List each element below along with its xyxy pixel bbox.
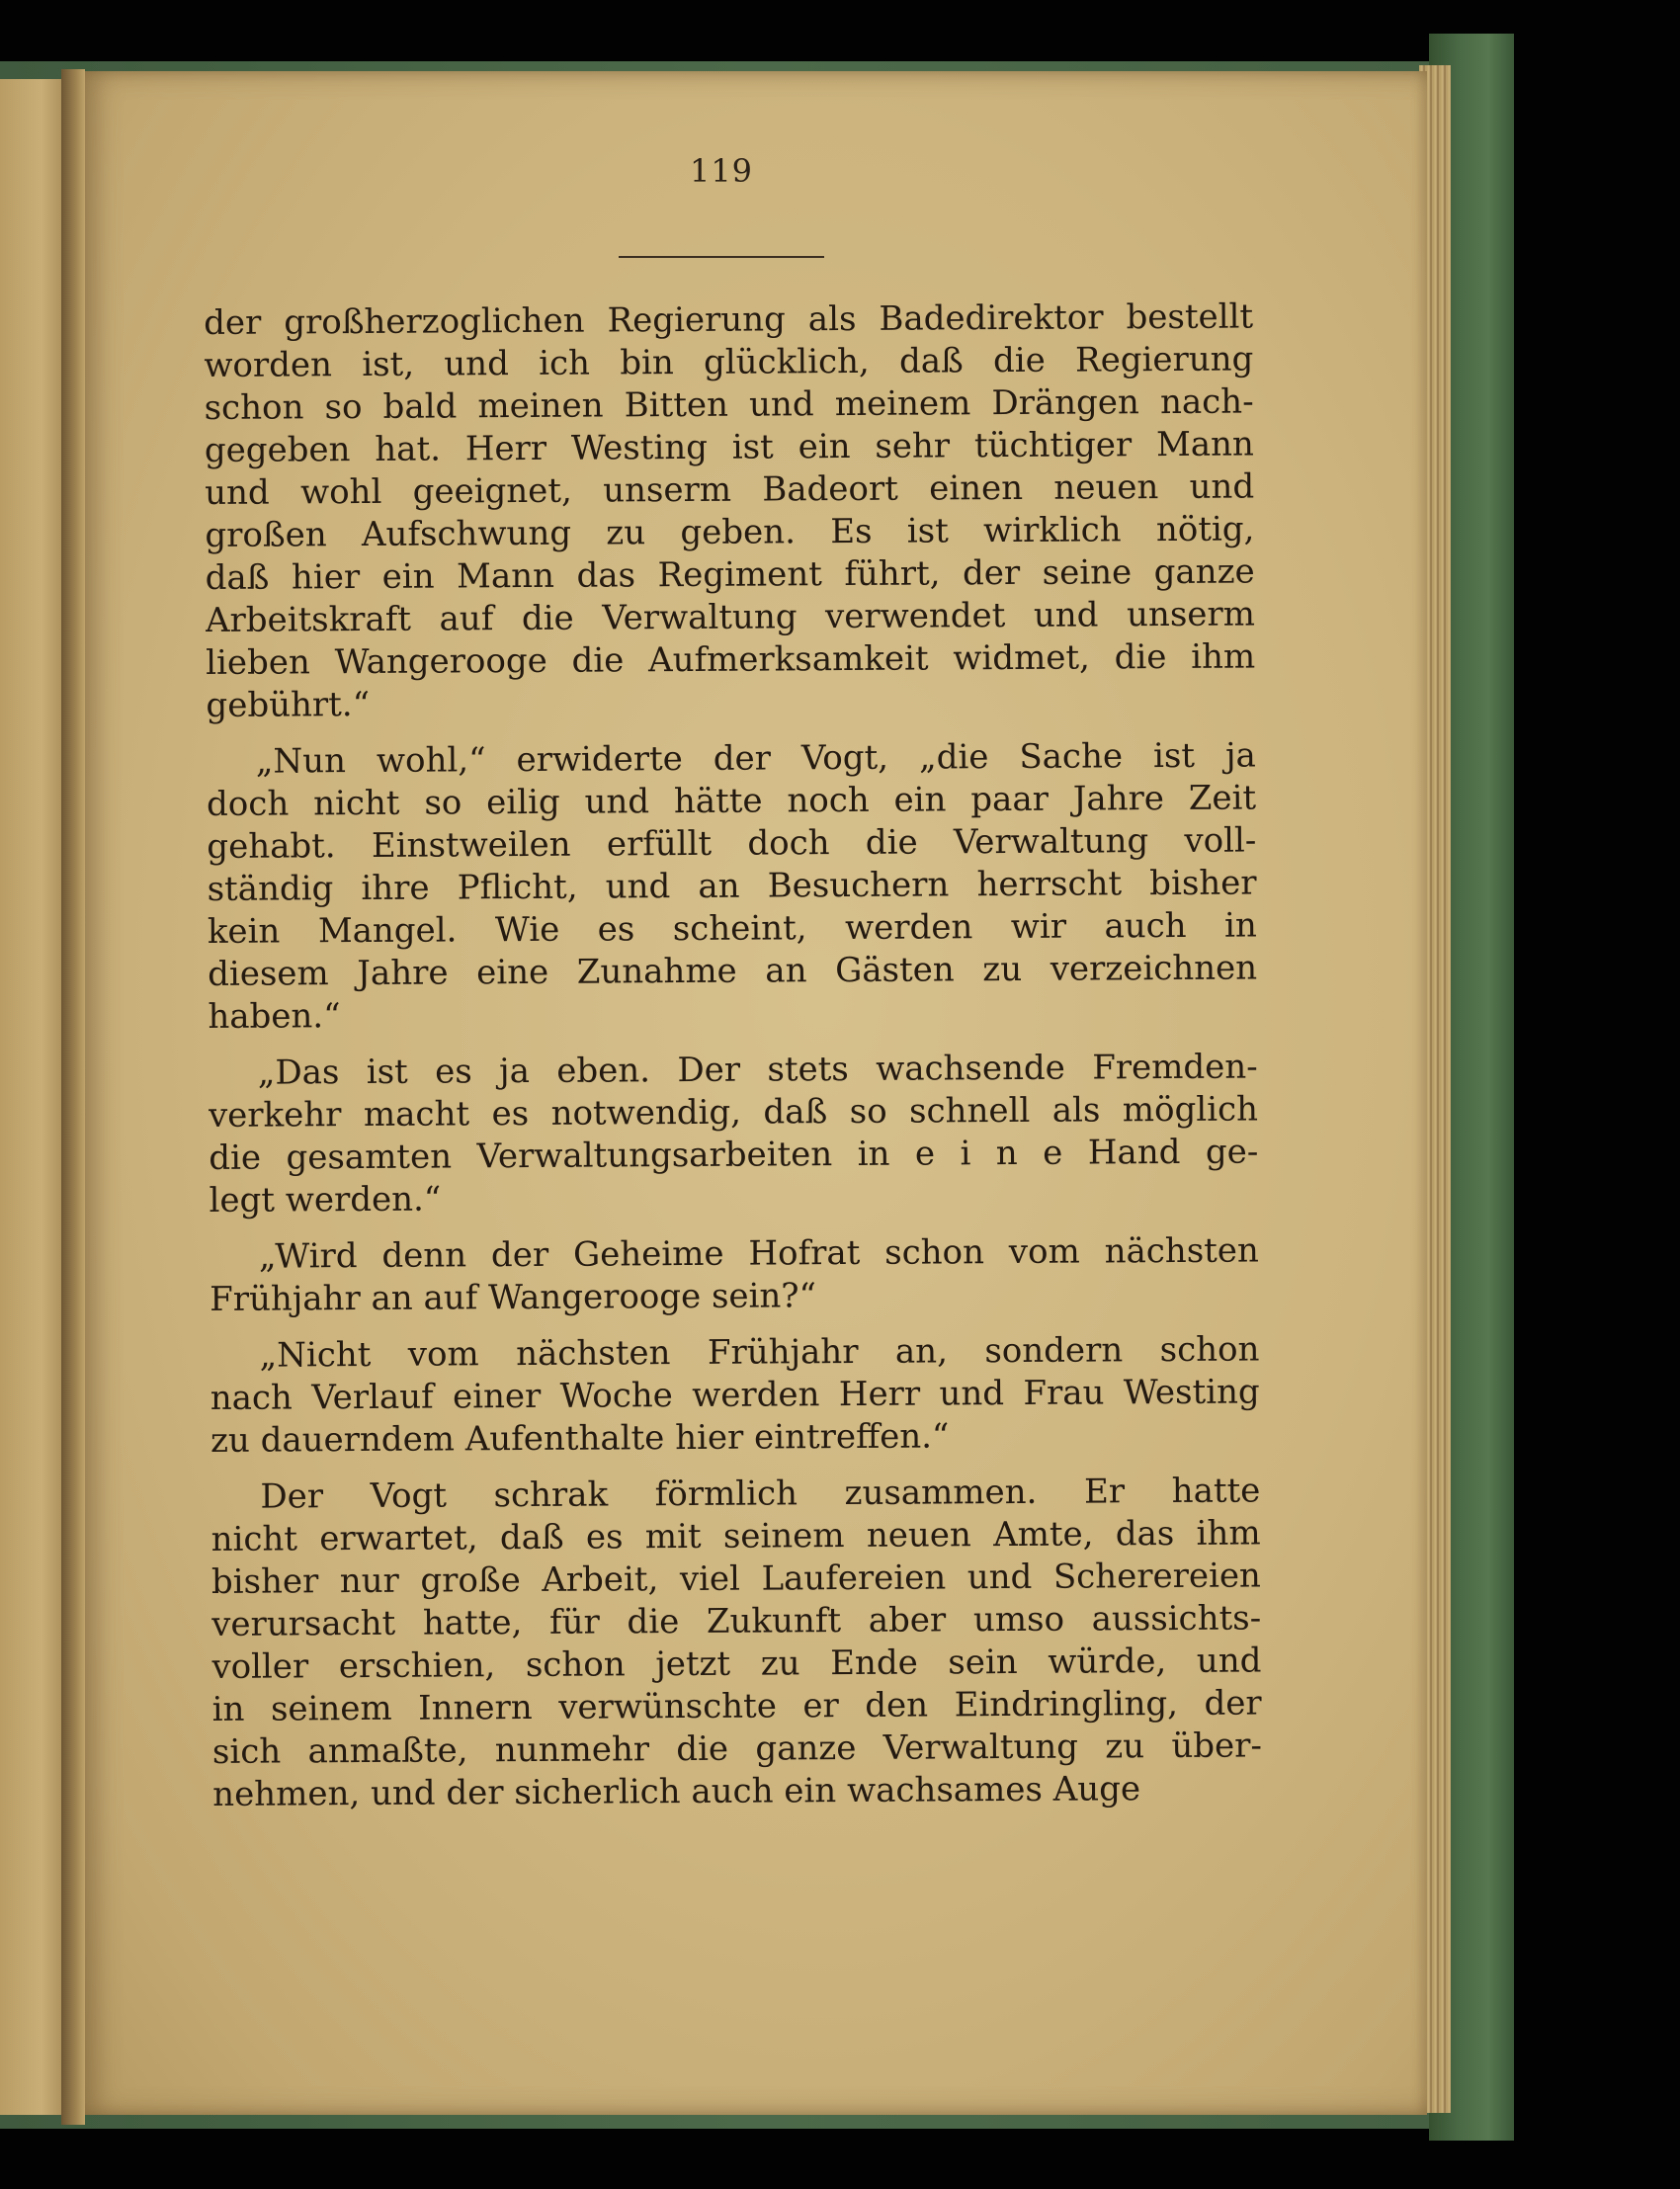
text-line: der großherzoglichen Regierung als Badedirektor bestellt <box>204 296 1254 343</box>
text-line: gebührt.“ <box>206 684 371 725</box>
text-line: diesem Jahre eine Zunahme an Gästen zu verzeichnen <box>208 948 1258 994</box>
text-line: verursacht hatte, für die Zukunft aber umso aussichts- <box>211 1598 1262 1644</box>
page-gutter <box>61 69 85 2125</box>
text-line: in seinem Innern verwünschte er den Eindringling, der <box>211 1683 1262 1729</box>
text-line: Arbeitskraft auf die Verwaltung verwendet und unserm <box>205 594 1256 640</box>
text-line: die gesamten Verwaltungsarbeiten in e i n e Hand ge- <box>209 1132 1259 1178</box>
text-line: gehabt. Einstweilen erfüllt doch die Verwaltung voll- <box>207 820 1257 867</box>
text-line: nicht erwartet, daß es mit seinem neuen Amte, das ihm <box>210 1513 1261 1559</box>
paragraph <box>209 1046 1259 1221</box>
header-rule <box>619 256 824 258</box>
text-line: nehmen, und der sicherlich auch ein wachsames Auge <box>212 1769 1141 1814</box>
text-line: gegeben hat. Herr Westing ist ein sehr tüchtiger Mann <box>204 424 1255 470</box>
text-line: zu dauerndem Aufenthalte hier eintreffen.“ <box>210 1416 950 1461</box>
text-line: bisher nur große Arbeit, viel Laufereien und Scherereien <box>210 1556 1262 1602</box>
text-line: Der Vogt schrak förmlich zusammen. Er hatte <box>260 1471 1261 1517</box>
paragraph <box>210 1229 1260 1320</box>
paragraph <box>204 296 1256 727</box>
text-line: „Das ist es ja eben. Der stets wachsende Fremden- <box>257 1047 1258 1093</box>
text-line: lieben Wangerooge die Aufmerksamkeit widmet, die ihm <box>206 636 1256 683</box>
text-line: Frühjahr an auf Wangerooge sein?“ <box>210 1276 817 1319</box>
text-line: nach Verlauf einer Woche werden Herr und Frau Westing <box>210 1372 1260 1418</box>
text-line: und wohl geeignet, unserm Badeort einen neuen und <box>205 466 1255 513</box>
text-line: schon so bald meinen Bitten und meinem Drängen nach- <box>204 381 1254 428</box>
previous-page-edge <box>0 79 69 2115</box>
text-line: verkehr macht es notwendig, daß so schnell als möglich <box>208 1089 1259 1136</box>
page-number: 119 <box>689 152 754 190</box>
text-line: voller erschien, schon jetzt zu Ende sein würde, und <box>211 1641 1262 1687</box>
text-line: „Nicht vom nächsten Frühjahr an, sondern schon <box>259 1329 1260 1376</box>
paragraph <box>210 1470 1262 1815</box>
text-line: großen Aufschwung zu geben. Es ist wirklich nötig, <box>205 509 1255 555</box>
text-line: „Nun wohl,“ erwiderte der Vogt, „die Sache ist ja <box>255 735 1256 782</box>
text-line: legt werden.“ <box>209 1179 442 1221</box>
paragraph <box>207 735 1258 1039</box>
body-text <box>204 296 1262 1816</box>
text-line: sich anmaßte, nunmehr die ganze Verwaltung zu über- <box>211 1726 1263 1772</box>
text-line: ständig ihre Pflicht, und an Besuchern herrscht bisher <box>207 863 1257 909</box>
text-line: doch nicht so eilig und hätte noch ein paar Jahre Zeit <box>206 778 1257 824</box>
text-line: kein Mangel. Wie es scheint, werden wir auch in <box>207 905 1257 952</box>
text-line: daß hier ein Mann das Regiment führt, der seine ganze <box>205 551 1255 598</box>
text-line: haben.“ <box>208 996 341 1037</box>
text-line: worden ist, und ich bin glücklich, daß die Regierung <box>204 339 1254 385</box>
paragraph <box>210 1328 1260 1462</box>
text-line: „Wird denn der Geheime Hofrat schon vom nächsten <box>258 1230 1260 1277</box>
